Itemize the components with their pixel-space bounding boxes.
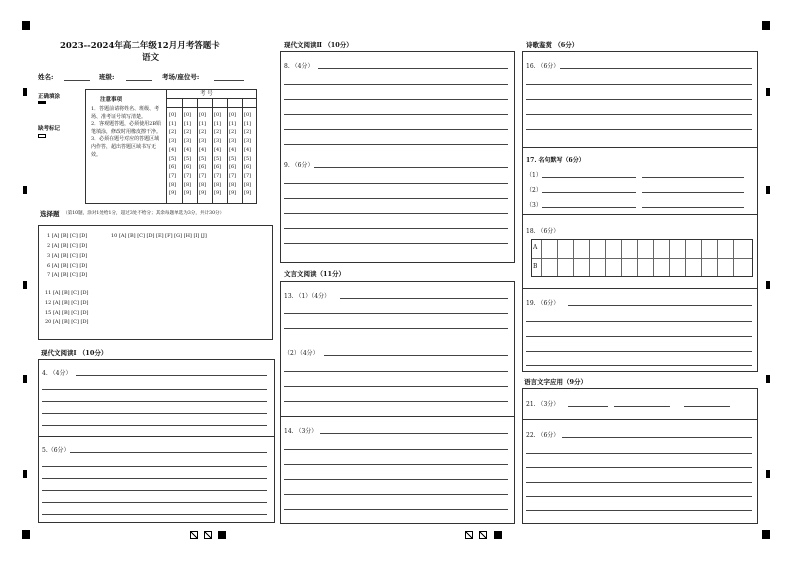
answer-line[interactable] — [284, 479, 508, 480]
answer-line[interactable] — [284, 183, 508, 184]
answer-line[interactable] — [70, 452, 267, 453]
question-label-q22: 22. （6分） — [526, 432, 560, 439]
answer-line[interactable] — [526, 365, 752, 366]
class-field[interactable] — [126, 80, 152, 81]
answer-line[interactable] — [42, 413, 267, 414]
answer-line[interactable] — [314, 167, 508, 168]
q18-row-a-label: A — [533, 244, 538, 251]
kaohao-digit-column[interactable]: [0] [1] [2] [3] [4] [5] [6] [7] [8] [9] — [214, 112, 222, 197]
answer-line[interactable] — [76, 375, 267, 376]
choice-row[interactable]: 2 [A] [B] [C] [D] — [47, 243, 88, 249]
answer-line[interactable] — [284, 84, 508, 85]
answer-line[interactable] — [642, 207, 744, 208]
answer-line[interactable] — [284, 243, 508, 244]
answer-line[interactable] — [284, 449, 508, 450]
answer-line[interactable] — [42, 514, 267, 515]
answer-line[interactable] — [568, 406, 608, 407]
answer-line[interactable] — [284, 494, 508, 495]
answer-line[interactable] — [42, 425, 267, 426]
answer-line[interactable] — [42, 478, 267, 479]
choice-row[interactable]: 12 [A] [B] [C] [D] — [45, 300, 89, 306]
question-label-q4: 4. （4分） — [42, 370, 72, 377]
answer-line[interactable] — [284, 509, 508, 510]
answer-line[interactable] — [284, 464, 508, 465]
correct-fill-sample — [38, 101, 46, 104]
answer-line[interactable] — [284, 313, 508, 314]
section-classical-reading: 文言文阅读（11分） — [284, 270, 346, 278]
answer-line[interactable] — [284, 401, 508, 402]
answer-line[interactable] — [526, 467, 752, 468]
notes-title: 注意事项 — [100, 97, 123, 103]
answer-line[interactable] — [324, 355, 508, 356]
section-poetry: 诗歌鉴赏 （6分） — [526, 41, 579, 49]
choice-row[interactable]: 11 [A] [B] [C] [D] — [45, 290, 89, 296]
answer-line[interactable] — [526, 114, 752, 115]
answer-line[interactable] — [340, 298, 508, 299]
correct-fill-label: 正确填涂 — [38, 94, 61, 100]
choice-title: 选择题 — [40, 210, 60, 218]
note-item: 2．客观题答题，必须使用2B铅笔填涂，修改时用橡皮擦干净。 — [91, 121, 162, 135]
answer-box-q8-q9 — [280, 51, 515, 263]
q17-item-1: （1） — [526, 172, 542, 179]
kaohao-label: 考 号 — [200, 91, 213, 97]
question-label-q9: 9. （6分） — [284, 162, 314, 169]
choice-row[interactable]: 20 [A] [B] [C] [D] — [45, 319, 89, 325]
page-mark-solid — [494, 531, 502, 539]
answer-line[interactable] — [526, 482, 752, 483]
kaohao-digit-column[interactable]: [0] [1] [2] [3] [4] [5] [6] [7] [8] [9] — [199, 112, 207, 197]
answer-line[interactable] — [42, 502, 267, 503]
page-mark-solid — [218, 531, 226, 539]
corner-mark-bottom-left — [22, 530, 30, 539]
answer-line[interactable] — [684, 406, 730, 407]
side-mark — [766, 186, 770, 194]
page-mark-slash — [479, 531, 487, 539]
side-mark — [23, 375, 27, 383]
answer-line[interactable] — [42, 389, 267, 390]
question-label-q16: 16. （6分） — [526, 63, 560, 70]
side-mark — [766, 281, 770, 289]
absent-mark-box[interactable] — [38, 134, 46, 138]
answer-line[interactable] — [526, 351, 752, 352]
kaohao-digit-column[interactable]: [0] [1] [2] [3] [4] [5] [6] [7] [8] [9] — [244, 112, 252, 197]
page-mark-slash — [190, 531, 198, 539]
name-field[interactable] — [64, 80, 90, 81]
corner-mark-top-left — [22, 21, 30, 30]
kaohao-digit-column[interactable]: [0] [1] [2] [3] [4] [5] [6] [7] [8] [9] — [169, 112, 177, 197]
side-mark — [23, 88, 27, 96]
question-label-q5: 5.（6分） — [42, 447, 70, 454]
side-mark — [23, 470, 27, 478]
answer-line[interactable] — [526, 129, 752, 130]
answer-line[interactable] — [284, 386, 508, 387]
side-mark — [766, 470, 770, 478]
question-label-q18: 18. （6分） — [526, 228, 560, 235]
section-language-use: 语言文字应用（9分） — [524, 378, 588, 386]
choice-row[interactable]: 15 [A] [B] [C] [D] — [45, 310, 89, 316]
note-item: 3．必须在题号对应的答题区域内作答，超出答题区域书写无效。 — [91, 136, 160, 158]
subject-title: 语文 — [142, 53, 160, 63]
choice-row[interactable]: 7 [A] [B] [C] [D] — [47, 272, 88, 278]
answer-line[interactable] — [526, 99, 752, 100]
question-label-q17: 17. 名句默写（6分） — [526, 157, 585, 164]
answer-line[interactable] — [284, 99, 508, 100]
corner-mark-bottom-right — [762, 530, 770, 539]
answer-line[interactable] — [284, 144, 508, 145]
answer-line[interactable] — [284, 371, 508, 372]
question-label-q13-2: （2）（4分） — [284, 350, 319, 357]
q18-row-b-label: B — [533, 263, 538, 270]
choice-row[interactable]: 1 [A] [B] [C] [D] — [47, 233, 88, 239]
answer-line[interactable] — [542, 177, 636, 178]
answer-line[interactable] — [614, 406, 670, 407]
answer-line[interactable] — [42, 401, 267, 402]
answer-line[interactable] — [284, 198, 508, 199]
class-label: 班级: — [99, 73, 115, 81]
absent-mark-label: 缺考标记 — [38, 126, 61, 132]
side-mark — [23, 186, 27, 194]
question-label-q19: 19. （6分） — [526, 300, 560, 307]
choice-row[interactable]: 3 [A] [B] [C] [D] — [47, 253, 88, 259]
answer-line[interactable] — [562, 437, 752, 438]
side-mark — [23, 281, 27, 289]
answer-line[interactable] — [42, 490, 267, 491]
kaohao-digit-column[interactable]: [0] [1] [2] [3] [4] [5] [6] [7] [8] [9] — [229, 112, 237, 197]
answer-line[interactable] — [284, 228, 508, 229]
answer-line[interactable] — [526, 84, 752, 85]
side-mark — [766, 88, 770, 96]
answer-line[interactable] — [542, 192, 636, 193]
answer-line[interactable] — [526, 321, 752, 322]
answer-line[interactable] — [320, 433, 508, 434]
choice-instructions: （第10题，涂对1处给1分，超过3处不给分；其余每题单选为3分，共计30分） — [63, 211, 225, 216]
page-mark-slash — [204, 531, 212, 539]
name-label: 姓名: — [38, 73, 54, 81]
answer-line[interactable] — [526, 510, 752, 511]
answer-line[interactable] — [542, 207, 636, 208]
answer-box-q5 — [38, 436, 275, 523]
answer-line[interactable] — [642, 177, 744, 178]
q17-item-2: （2） — [526, 187, 542, 194]
question-label-q13-1: 13. （1）（4分） — [284, 293, 331, 300]
answer-line[interactable] — [284, 114, 508, 115]
answer-line[interactable] — [526, 453, 752, 454]
seat-label: 考场/座位号: — [162, 73, 200, 81]
page-title: 2023--2024年高二年级12月月考答题卡 — [60, 41, 220, 51]
seat-field[interactable] — [214, 80, 244, 81]
page-mark-slash — [465, 531, 473, 539]
answer-line[interactable] — [642, 192, 744, 193]
choice-row[interactable]: 10 [A] [B] [C] [D] [E] [F] [G] [H] [I] [J] — [111, 233, 207, 239]
note-item: 1．答题前请将姓名、班级、考场、准考证号填写清楚。 — [91, 106, 160, 120]
q18-char-grid[interactable] — [531, 239, 753, 277]
section-modern-reading-1: 现代文阅读Ⅰ （10分） — [41, 349, 108, 357]
question-label-q14: 14. （3分） — [284, 428, 318, 435]
answer-line[interactable] — [284, 129, 508, 130]
answer-line[interactable] — [526, 496, 752, 497]
answer-line[interactable] — [284, 213, 508, 214]
question-label-q21: 21. （3分） — [526, 401, 560, 408]
answer-line[interactable] — [284, 328, 508, 329]
notes-list — [91, 106, 163, 159]
answer-line[interactable] — [560, 68, 752, 69]
choice-row[interactable]: 6 [A] [B] [C] [D] — [47, 263, 88, 269]
answer-line[interactable] — [526, 336, 752, 337]
section-modern-reading-2: 现代文阅读Ⅱ （10分） — [284, 41, 353, 49]
kaohao-digit-column[interactable]: [0] [1] [2] [3] [4] [5] [6] [7] [8] [9] — [184, 112, 192, 197]
answer-line[interactable] — [318, 68, 508, 69]
answer-line[interactable] — [42, 466, 267, 467]
q17-item-3: （3） — [526, 202, 542, 209]
answer-line[interactable] — [568, 305, 752, 306]
side-mark — [766, 375, 770, 383]
corner-mark-top-right — [762, 21, 770, 30]
question-label-q8: 8. （4分） — [284, 63, 314, 70]
